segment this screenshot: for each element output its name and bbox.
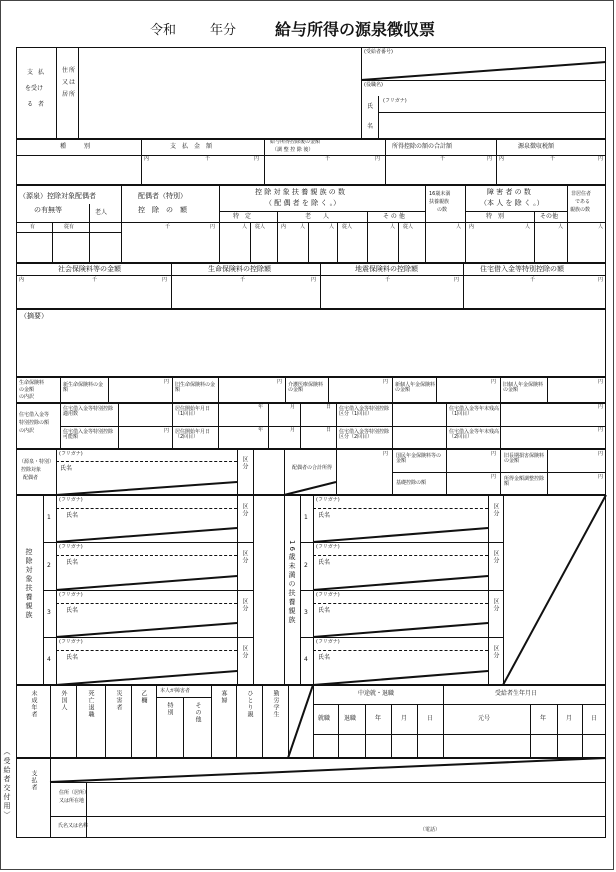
u16-3-furigana: (フリガナ) [316, 592, 340, 598]
payer-label: 支払者 [30, 770, 37, 791]
under16-header-2: 扶養親族 [429, 199, 450, 205]
balance-2-en: 円 [598, 427, 604, 433]
u16-4-name: 氏名 [318, 654, 331, 661]
eq-sen: 千 [385, 277, 391, 283]
disaster-label: 災害者 [115, 690, 122, 711]
dependents-block-label: 控除対象扶養親族 [25, 548, 33, 620]
other-ju: 従人 [403, 224, 414, 230]
new-life-label: 新生命保険料の金額 [63, 382, 104, 393]
u16-num-4: 4 [304, 656, 308, 663]
u16-num-2: 2 [304, 562, 308, 569]
wh-en: 円 [598, 156, 604, 162]
spouse-block-label-3: 配偶者 [23, 475, 39, 481]
applicable-count-label: 住宅借入金等特別控除適用数 [63, 406, 114, 417]
single-parent-label: ひとり親 [246, 690, 253, 718]
u16-num-3: 3 [304, 609, 308, 616]
payer-address-label-2: 又は所在地 [59, 798, 85, 804]
move-in-2-label: 居住開始年月日（2回目） [175, 429, 211, 440]
special-nin: 人 [525, 224, 531, 230]
paid-amount-header: 支 払 金 額 [170, 143, 213, 150]
midyear-label: 中途就・退職 [358, 690, 395, 697]
move-in-1-label: 居住開始年月日（1回目） [175, 406, 211, 417]
dep-num-4: 4 [47, 656, 51, 663]
disabled-other-header: その他 [540, 213, 559, 220]
specific-header: 特 定 [233, 213, 252, 220]
page-title: 給与所得の源泉徴収票 [275, 20, 436, 39]
u16-1-kubun: 区分 [492, 503, 499, 517]
dep3-name: 氏名 [66, 607, 79, 614]
eq-en: 円 [454, 277, 460, 283]
u16-4-furigana: (フリガナ) [316, 639, 340, 645]
yes-label: 有 [30, 224, 36, 230]
adjustment-label: 所得金額調整控除額 [504, 476, 545, 487]
basic-deduction-label: 基礎控除の額 [396, 480, 427, 486]
dep2-kubun: 区分 [241, 550, 248, 564]
care-label: 介護医療保険料の金額 [288, 382, 324, 393]
under16-header-3: の数 [437, 207, 448, 213]
recipient-label-5: 者 [38, 101, 45, 108]
move-in-2-month: 月 [290, 427, 296, 433]
dep1-kubun: 区分 [241, 503, 248, 517]
name-label-2: 名 [367, 123, 374, 130]
basic-deduction-en: 円 [491, 474, 497, 480]
under16-header-1: 16歳未満 [429, 191, 451, 197]
new-pension-label: 新個人年金保険料の金額 [395, 382, 436, 393]
withholding-header: 源泉徴収税額 [518, 143, 555, 150]
after-deduction-header-2: （調 整 控 除 後） [272, 147, 314, 153]
old-life-label: 旧生命保険料の金額 [175, 382, 216, 393]
dep2-diagonal [56, 576, 237, 590]
housing-detail-label-2: 特別控除の額 [19, 420, 50, 426]
ded-sen: 千 [440, 156, 446, 162]
student-label: 勤労学生 [272, 690, 279, 718]
spouse-header: （源泉）控除対象配偶者 [19, 192, 96, 200]
address-label-5: 居 [62, 91, 69, 98]
recipient-label-3: を受け [25, 85, 44, 92]
housing-sen: 千 [530, 277, 536, 283]
spouse-ded-sen: 千 [165, 224, 171, 230]
wh-sen: 千 [550, 156, 556, 162]
self-special-label: 特別 [166, 702, 173, 716]
recipient-copy-label: （受給者交付用） [3, 748, 11, 820]
ded-en: 円 [487, 156, 493, 162]
spouse-income-label: 配偶者の合計所得 [292, 465, 333, 471]
birth-year-label: 年 [540, 715, 547, 722]
self-other-label: その他 [194, 702, 201, 723]
other-nin: 人 [390, 224, 396, 230]
move-in-1-year: 年 [258, 404, 264, 410]
spouse-kubun: 区分 [241, 456, 248, 470]
move-in-1-month: 月 [290, 404, 296, 410]
old-long-term-en: 円 [598, 451, 604, 457]
spouse-diagonal [56, 482, 237, 495]
mid-month-label: 月 [401, 715, 408, 722]
possible-en: 円 [164, 428, 170, 434]
category-1-label: 住宅借入金等特別控除区分（1回目） [339, 406, 390, 417]
blank-area-diagonal [503, 495, 606, 685]
address-label-1: 住 [62, 67, 69, 74]
old-ju: 従人 [342, 224, 353, 230]
disabled-other-nin: 人 [558, 224, 564, 230]
old-nin-2: 人 [329, 224, 335, 230]
dep1-furigana: (フリガナ) [59, 497, 83, 503]
social-uchi: 内 [19, 277, 25, 283]
minor-label: 未成年者 [30, 690, 37, 718]
after-en: 円 [375, 156, 381, 162]
dep4-kubun: 区分 [241, 645, 248, 659]
balance-1-en: 円 [598, 404, 604, 410]
payer-address-label: 住所（居所） [59, 790, 90, 796]
u16-1-furigana: (フリガナ) [316, 497, 340, 503]
old-nin: 人 [300, 224, 306, 230]
paid-sen: 千 [205, 156, 211, 162]
after-deduction-header-1: 給与所得控除後の金額 [270, 139, 321, 145]
furigana-label: (フリガナ) [383, 98, 407, 104]
possible-amount-label: 住宅借入金等特別控除可能額 [63, 429, 114, 440]
spouse-income-en: 円 [383, 451, 389, 457]
category-2-label: 住宅借入金等特別控除区分（2回目） [339, 429, 390, 440]
u16-2-kubun: 区分 [492, 550, 499, 564]
dependents-header-2: （ 配 偶 者 を 除 く 。） [265, 199, 341, 207]
recipient-label-4: る [27, 101, 34, 108]
u16-2-name: 氏名 [318, 559, 331, 566]
dep1-name: 氏名 [66, 512, 79, 519]
recipient-number-label: (受給者番号) [364, 49, 393, 55]
dep3-furigana: (フリガナ) [59, 592, 83, 598]
foreigner-label: 外国人 [60, 690, 67, 711]
year-unit-label: 年分 [210, 23, 237, 38]
dep-num-1: 1 [47, 514, 51, 521]
life-sen: 千 [240, 277, 246, 283]
dep3-kubun: 区分 [241, 598, 248, 612]
dep-num-2: 2 [47, 562, 51, 569]
type-header: 種 別 [60, 143, 91, 150]
u16-3-name: 氏名 [318, 607, 331, 614]
u16-1-name: 氏名 [318, 512, 331, 519]
dep2-furigana: (フリガナ) [59, 544, 83, 550]
disabled-header-2: （本 人 を 除 く 。） [480, 199, 544, 207]
spouse-block-label-1: （源泉・特別） [19, 459, 55, 465]
other-header: そ の 他 [383, 213, 405, 220]
life-detail-label-3: の内訳 [19, 394, 35, 400]
nonres-nin: 人 [598, 224, 604, 230]
move-in-2-day: 日 [326, 427, 332, 433]
death-label: 死亡退職 [87, 690, 94, 718]
fromperson-label: 従有 [64, 224, 75, 230]
old-life-en: 円 [277, 379, 283, 385]
era-label: 令和 [150, 23, 177, 38]
life-detail-label-1: 生命保険料 [19, 380, 45, 386]
era-name-label: 元号 [478, 715, 491, 722]
wh-uchi: 内 [499, 156, 505, 162]
social-en: 円 [162, 277, 168, 283]
recipient-label-1: 支 [27, 69, 34, 76]
nonres-header-2: である [575, 199, 591, 205]
self-disabled-label: 本人が障害者 [160, 688, 191, 694]
housing-en: 円 [598, 277, 604, 283]
specific-ju: 従人 [255, 224, 266, 230]
dep-num-3: 3 [47, 609, 51, 616]
paid-uchi: 内 [144, 156, 150, 162]
under16-block-label: 16歳未満の扶養親族 [288, 540, 296, 625]
birth-label: 受給者生年月日 [495, 690, 538, 697]
u16-2-diagonal [313, 576, 488, 590]
spouse-furigana: (フリガナ) [59, 451, 83, 457]
address-label-4: は [69, 79, 76, 86]
recipient-diagonal [361, 62, 606, 80]
social-insurance-header: 社会保険料等の金額 [58, 265, 121, 273]
adjustment-en: 円 [598, 474, 604, 480]
spouse-ded-en: 円 [210, 224, 216, 230]
dep4-name: 氏名 [66, 654, 79, 661]
retire-label: 退職 [344, 715, 357, 722]
address-label-3: 又 [62, 79, 69, 86]
address-label-2: 所 [69, 67, 76, 74]
old-pension-en: 円 [598, 379, 604, 385]
spouse-name: 氏名 [60, 465, 73, 472]
housing-detail-label-1: 住宅借入金等 [19, 412, 50, 418]
dep2-name: 氏名 [66, 559, 79, 566]
widow-label: 寡婦 [220, 690, 227, 704]
spouse-income-diagonal [284, 482, 336, 495]
old-long-term-label: 旧長期損害保険料の金額 [504, 453, 545, 464]
payer-name-label: 氏名又は名称 [58, 823, 89, 829]
payer-top-diagonal [50, 758, 606, 782]
employ-label: 就職 [318, 715, 331, 722]
housing-detail-label-3: の内訳 [19, 428, 35, 434]
new-pension-en: 円 [491, 379, 497, 385]
earthquake-header: 地震保険料の控除額 [355, 265, 418, 273]
specific-nin: 人 [242, 224, 248, 230]
old-pension-label: 旧個人年金保険料の金額 [503, 382, 544, 393]
new-life-en: 円 [164, 379, 170, 385]
paid-en: 円 [254, 156, 260, 162]
balance-1-label: 住宅借入金等年末残高（1回目） [449, 406, 500, 417]
recipient-label-2: 払 [38, 69, 45, 76]
spouse-header-2: の有無等 [34, 206, 62, 214]
u16-2-furigana: (フリガナ) [316, 544, 340, 550]
housing-loan-header: 住宅借入金等特別控除の額 [480, 265, 564, 273]
balance-2-label: 住宅借入金等年末残高（2回目） [449, 429, 500, 440]
dependents-header: 控 除 対 象 扶 養 親 族 の 数 [255, 188, 346, 196]
care-en: 円 [383, 379, 389, 385]
mid-year-label: 年 [375, 715, 382, 722]
remarks-label: （摘要） [20, 312, 48, 320]
dep1-diagonal [56, 528, 237, 542]
elderly-header: 老人 [95, 209, 108, 216]
u16-3-diagonal [313, 623, 488, 637]
old-header: 老 人 [305, 213, 330, 220]
u16-4-kubun: 区分 [492, 645, 499, 659]
special-uchi: 内 [469, 224, 475, 230]
move-in-1-day: 日 [326, 404, 332, 410]
old-uchi: 内 [281, 224, 287, 230]
spouse-block-label-2: 控除対象 [21, 467, 42, 473]
dep4-diagonal [56, 671, 237, 685]
mid-day-label: 日 [427, 715, 434, 722]
move-in-2-year: 年 [258, 427, 264, 433]
disabled-header: 障 害 者 の 数 [487, 188, 531, 196]
phone-label: （電話） [420, 827, 441, 833]
spouse-deduction-header-2: 控 除 の 額 [138, 206, 187, 214]
birth-month-label: 月 [566, 715, 573, 722]
dep4-furigana: (フリガナ) [59, 639, 83, 645]
under16-nin: 人 [456, 224, 462, 230]
pension-en: 円 [491, 451, 497, 457]
status-diagonal [288, 685, 313, 758]
nonres-header-3: 親族の数 [570, 207, 591, 213]
deduction-total-header: 所得控除の額の合計額 [392, 143, 453, 150]
u16-num-1: 1 [304, 514, 308, 521]
nonres-header-1: 非居住者 [571, 191, 592, 197]
spouse-deduction-header: 配偶者（特別） [138, 192, 187, 200]
u16-3-kubun: 区分 [492, 598, 499, 612]
position-label: (役職名) [364, 82, 383, 88]
after-sen: 千 [325, 156, 331, 162]
birth-day-label: 日 [591, 715, 598, 722]
u16-1-diagonal [313, 528, 488, 542]
dep3-diagonal [56, 623, 237, 637]
otsu-label: 乙欄 [140, 690, 147, 704]
social-sen: 千 [92, 277, 98, 283]
name-label-1: 氏 [367, 103, 374, 110]
life-en: 円 [311, 277, 317, 283]
address-label-6: 所 [69, 91, 76, 98]
life-detail-label-2: の金額 [19, 387, 35, 393]
u16-4-diagonal [313, 671, 488, 685]
life-insurance-header: 生命保険料の控除額 [208, 265, 271, 273]
special-header: 特 別 [486, 213, 505, 220]
national-pension-label: 国民年金保険料等の金額 [396, 453, 442, 464]
